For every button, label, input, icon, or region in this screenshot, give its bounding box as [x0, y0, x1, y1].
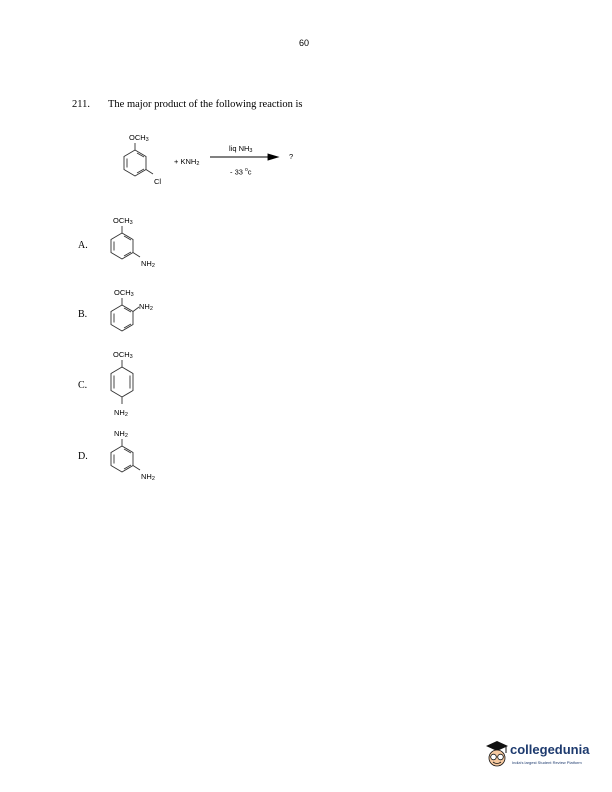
reactant-benzene-ring — [118, 143, 158, 185]
product-unknown: ? — [289, 152, 294, 161]
option-b-label: B. — [78, 309, 88, 320]
page-number: 60 — [299, 38, 310, 48]
condition-temperature: - 33 $^o$c — [230, 167, 252, 177]
reactant-och3-label: $OCH_3$ — [129, 133, 149, 143]
option-a-benzene-ring — [105, 226, 145, 268]
logo-tagline: India's largest Student Review Platform — [512, 760, 582, 765]
option-d-benzene-ring — [105, 439, 145, 481]
option-c-top-group: $OCH_3$ — [113, 350, 133, 360]
option-a-label: A. — [78, 240, 88, 251]
reaction-arrow — [210, 153, 280, 163]
question-text: The major product of the following reaction is — [108, 99, 303, 110]
question-number: 211. — [72, 99, 90, 110]
option-c-label: C. — [78, 380, 88, 391]
condition-liq-nh3: liq $NH_3$ — [229, 144, 253, 154]
option-d-label: D. — [78, 451, 88, 462]
logo-name: collegedunia — [510, 742, 590, 757]
option-c-nh2-label: $NH_2$ — [114, 408, 128, 418]
option-d-top-group: $NH_2$ — [114, 429, 128, 439]
reagent-knh2: + $KNH_2$ — [174, 157, 200, 167]
option-b-nh2-label: $NH_2$ — [139, 302, 153, 312]
option-a-top-group: $OCH_3$ — [113, 216, 133, 226]
reactant-cl-label: Cl — [154, 177, 162, 186]
option-a-nh2-label: $NH_2$ — [141, 259, 155, 269]
option-b-top-group: $OCH_3$ — [114, 288, 134, 298]
option-c-benzene-ring — [105, 360, 145, 410]
option-d-nh2-label: $NH_2$ — [141, 472, 155, 482]
student-mascot-icon — [484, 740, 510, 772]
